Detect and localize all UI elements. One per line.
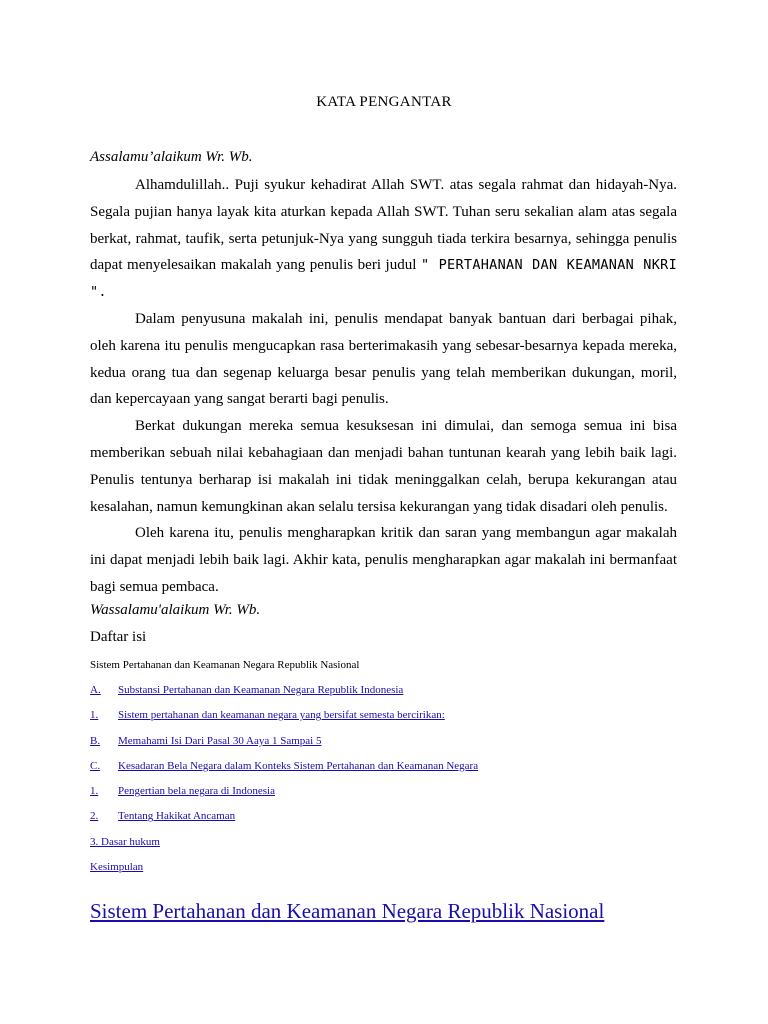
- closing-greeting: Wassalamu'alaikum Wr. Wb.: [90, 602, 261, 618]
- toc-item: [90, 835, 690, 860]
- toc-title: Daftar isi: [90, 629, 147, 645]
- toc-item-link[interactable]: Memahami Isi Dari Pasal 30 Aaya 1 Sampai 5: [118, 734, 322, 747]
- toc-item-number[interactable]: B.: [90, 734, 101, 747]
- toc-item-link[interactable]: Tentang Hakikat Ancaman: [118, 810, 236, 823]
- toc-item-number[interactable]: 1.: [90, 785, 99, 798]
- toc-item-link[interactable]: Pengertian bela negara di Indonesia: [118, 785, 275, 798]
- paragraph-4: Oleh karena itu, penulis mengharapkan kritik dan saran yang membangun agar makalah ini dapat menjadi lebih baik lagi. Akhir kata, penulis mengharapkan agar makalah ini bermanfaat bagi semua pembaca.: [90, 525, 677, 595]
- toc-link-dasar-hukum[interactable]: 3. Dasar hukum: [90, 835, 160, 848]
- document-title: KATA PENGANTAR: [316, 94, 452, 110]
- toc-item: [90, 809, 690, 834]
- toc-item: [90, 860, 690, 885]
- toc-item-number[interactable]: 1.: [90, 709, 99, 722]
- toc-item-link[interactable]: Sistem pertahanan dan keamanan negara yang bersifat semesta bercirikan:: [118, 709, 445, 722]
- toc-item: [90, 734, 690, 759]
- paragraph-1-text: Alhamdulillah.. Puji syukur kehadirat Allah SWT. atas segala rahmat dan hidayah-Nya. Segala pujian hanya layak kita aturkan kepada Allah SWT. Tuhan seru sekalian alam atas segala berkat, rahmat, taufik, serta petunjuk-Nya yang sungguh tiada terkira besarnya, sehingga penulis dapat menyelesaikan makalah yang penulis beri judul: [90, 177, 677, 274]
- toc-item-link[interactable]: Kesadaran Bela Negara dalam Konteks Sistem Pertahanan dan Keamanan Negara: [118, 759, 479, 772]
- paper-title-quote: " PERTAHANAN DAN KEAMANAN NKRI ".: [90, 257, 677, 301]
- paragraph-3: Berkat dukungan mereka semua kesuksesan ini dimulai, dan semoga semua ini bisa memberikan sebuah nilai kebahagiaan dan menjadi bahan tuntunan kearah yang lebih baik lagi. Penulis tentunya berharap isi makalah ini tidak meninggalkan celah, berupa kekurangan atau kesalahan, namun kemungkinan akan selalu tersisa kekurangan yang tidak disadari oleh penulis.: [90, 418, 677, 515]
- toc-subtitle: Sistem Pertahanan dan Keamanan Negara Republik Nasional: [90, 659, 360, 671]
- greeting: Assalamu’alaikum Wr. Wb.: [90, 149, 253, 165]
- foreword-body: [90, 172, 677, 601]
- toc-item: [90, 759, 690, 784]
- paragraph-1: [90, 172, 677, 306]
- toc-item-number[interactable]: C.: [90, 759, 101, 772]
- toc-item-number[interactable]: 2.: [90, 810, 99, 823]
- toc-item: [90, 784, 690, 809]
- toc-item-link[interactable]: Substansi Pertahanan dan Keamanan Negara Republik Indonesia: [118, 684, 404, 696]
- toc-list: [90, 683, 690, 885]
- toc-item: [90, 683, 690, 708]
- toc-item: [90, 708, 690, 733]
- section-heading-link[interactable]: Sistem Pertahanan dan Keamanan Negara Republik Nasional: [90, 899, 605, 923]
- paragraph-2: Dalam penyusuna makalah ini, penulis mendapat banyak bantuan dari berbagai pihak, oleh karena itu penulis mengucapkan rasa berterimakasih yang sebesar-besarnya kepada mereka, kedua orang tua dan segenap keluarga besar penulis yang telah memberikan dukungan, moril, dan kepercayaan yang sangat berarti bagi penulis.: [90, 310, 677, 408]
- toc-item-number[interactable]: A.: [90, 684, 101, 696]
- toc-link-kesimpulan[interactable]: Kesimpulan: [90, 861, 144, 874]
